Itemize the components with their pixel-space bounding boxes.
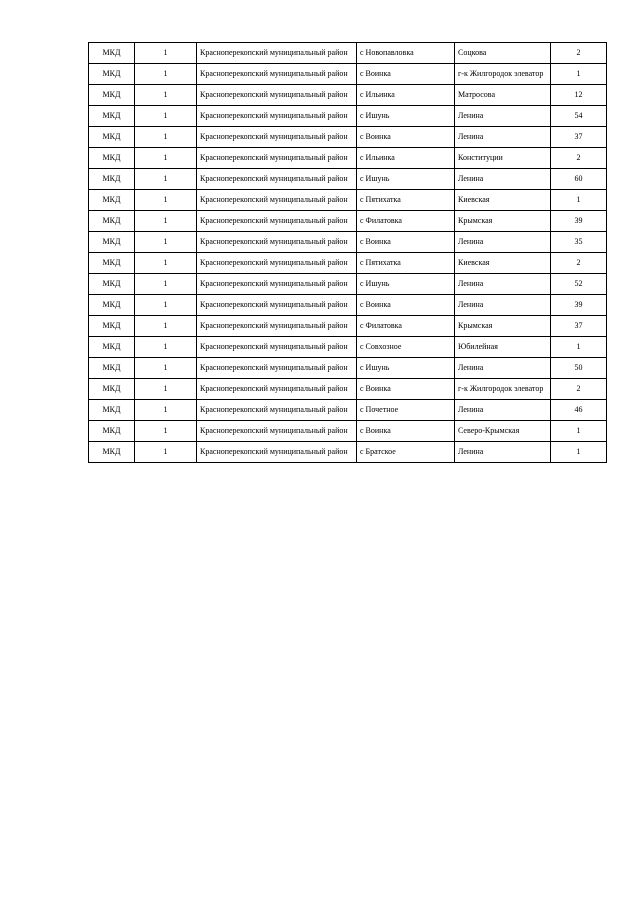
street-cell: Ленина (455, 274, 551, 295)
count-cell: 1 (135, 337, 197, 358)
table-row (89, 379, 607, 400)
table-row (89, 43, 607, 64)
settlement-cell: с Воинка (357, 64, 455, 85)
count-cell: 1 (135, 169, 197, 190)
street-cell: Ленина (455, 358, 551, 379)
district-cell: Красноперекопский муниципальный район (197, 421, 357, 442)
street-cell: Ленина (455, 295, 551, 316)
house-number-cell: 39 (551, 295, 607, 316)
object-type-cell: МКД (89, 421, 135, 442)
count-cell: 1 (135, 64, 197, 85)
object-type-cell: МКД (89, 232, 135, 253)
settlement-cell: с Совхозное (357, 337, 455, 358)
house-number-cell: 54 (551, 106, 607, 127)
district-cell: Красноперекопский муниципальный район (197, 43, 357, 64)
count-cell: 1 (135, 358, 197, 379)
settlement-cell: с Ишунь (357, 274, 455, 295)
object-type-cell: МКД (89, 379, 135, 400)
table-row (89, 253, 607, 274)
house-number-cell: 52 (551, 274, 607, 295)
count-cell: 1 (135, 148, 197, 169)
street-cell: Ленина (455, 106, 551, 127)
count-cell: 1 (135, 400, 197, 421)
count-cell: 1 (135, 295, 197, 316)
street-cell: Киевская (455, 253, 551, 274)
street-cell: Ленина (455, 169, 551, 190)
house-number-cell: 12 (551, 85, 607, 106)
street-cell: Ленина (455, 127, 551, 148)
settlement-cell: с Воинка (357, 295, 455, 316)
house-number-cell: 1 (551, 337, 607, 358)
table-row (89, 106, 607, 127)
settlement-cell: с Новопавловка (357, 43, 455, 64)
street-cell: Крымская (455, 211, 551, 232)
count-cell: 1 (135, 43, 197, 64)
street-cell: Ленина (455, 232, 551, 253)
count-cell: 1 (135, 253, 197, 274)
object-type-cell: МКД (89, 274, 135, 295)
object-type-cell: МКД (89, 442, 135, 463)
table-row (89, 169, 607, 190)
settlement-cell: с Ильинка (357, 85, 455, 106)
count-cell: 1 (135, 274, 197, 295)
settlement-cell: с Филатовка (357, 211, 455, 232)
district-cell: Красноперекопский муниципальный район (197, 400, 357, 421)
table-row (89, 337, 607, 358)
object-type-cell: МКД (89, 43, 135, 64)
district-cell: Красноперекопский муниципальный район (197, 85, 357, 106)
settlement-cell: с Воинка (357, 232, 455, 253)
table-row (89, 295, 607, 316)
object-type-cell: МКД (89, 64, 135, 85)
object-type-cell: МКД (89, 316, 135, 337)
house-number-cell: 2 (551, 148, 607, 169)
district-cell: Красноперекопский муниципальный район (197, 190, 357, 211)
house-number-cell: 1 (551, 190, 607, 211)
house-number-cell: 1 (551, 64, 607, 85)
street-cell: г-к Жилгородок элеватор (455, 64, 551, 85)
house-number-cell: 2 (551, 253, 607, 274)
object-type-cell: МКД (89, 190, 135, 211)
settlement-cell: с Воинка (357, 421, 455, 442)
table-row (89, 232, 607, 253)
house-number-cell: 1 (551, 442, 607, 463)
district-cell: Красноперекопский муниципальный район (197, 148, 357, 169)
street-cell: Ленина (455, 442, 551, 463)
settlement-cell: с Воинка (357, 127, 455, 148)
district-cell: Красноперекопский муниципальный район (197, 232, 357, 253)
table-row (89, 400, 607, 421)
settlement-cell: с Пятихатка (357, 253, 455, 274)
house-number-cell: 39 (551, 211, 607, 232)
count-cell: 1 (135, 379, 197, 400)
count-cell: 1 (135, 421, 197, 442)
house-number-cell: 37 (551, 316, 607, 337)
settlement-cell: с Пятихатка (357, 190, 455, 211)
street-cell: Юбилейная (455, 337, 551, 358)
district-cell: Красноперекопский муниципальный район (197, 274, 357, 295)
object-type-cell: МКД (89, 148, 135, 169)
district-cell: Красноперекопский муниципальный район (197, 442, 357, 463)
table-row (89, 127, 607, 148)
registry-table-body (89, 43, 607, 463)
district-cell: Красноперекопский муниципальный район (197, 295, 357, 316)
street-cell: Матросова (455, 85, 551, 106)
count-cell: 1 (135, 316, 197, 337)
house-number-cell: 2 (551, 379, 607, 400)
house-number-cell: 2 (551, 43, 607, 64)
district-cell: Красноперекопский муниципальный район (197, 127, 357, 148)
street-cell: Конституции (455, 148, 551, 169)
house-number-cell: 46 (551, 400, 607, 421)
object-type-cell: МКД (89, 337, 135, 358)
object-type-cell: МКД (89, 358, 135, 379)
table-row (89, 421, 607, 442)
district-cell: Красноперекопский муниципальный район (197, 106, 357, 127)
table-row (89, 442, 607, 463)
settlement-cell: с Ильинка (357, 148, 455, 169)
table-row (89, 211, 607, 232)
house-number-cell: 60 (551, 169, 607, 190)
settlement-cell: с Ишунь (357, 106, 455, 127)
settlement-cell: с Филатовка (357, 316, 455, 337)
street-cell: Киевская (455, 190, 551, 211)
street-cell: Соцкова (455, 43, 551, 64)
registry-table (88, 42, 607, 463)
district-cell: Красноперекопский муниципальный район (197, 379, 357, 400)
object-type-cell: МКД (89, 169, 135, 190)
settlement-cell: с Почетное (357, 400, 455, 421)
street-cell: Северо-Крымская (455, 421, 551, 442)
table-row (89, 358, 607, 379)
district-cell: Красноперекопский муниципальный район (197, 169, 357, 190)
house-number-cell: 35 (551, 232, 607, 253)
count-cell: 1 (135, 127, 197, 148)
table-row (89, 274, 607, 295)
district-cell: Красноперекопский муниципальный район (197, 64, 357, 85)
district-cell: Красноперекопский муниципальный район (197, 253, 357, 274)
object-type-cell: МКД (89, 253, 135, 274)
object-type-cell: МКД (89, 85, 135, 106)
object-type-cell: МКД (89, 211, 135, 232)
settlement-cell: с Братское (357, 442, 455, 463)
district-cell: Красноперекопский муниципальный район (197, 358, 357, 379)
district-cell: Красноперекопский муниципальный район (197, 211, 357, 232)
count-cell: 1 (135, 190, 197, 211)
table-row (89, 64, 607, 85)
object-type-cell: МКД (89, 400, 135, 421)
settlement-cell: с Воинка (357, 379, 455, 400)
house-number-cell: 37 (551, 127, 607, 148)
count-cell: 1 (135, 232, 197, 253)
table-row (89, 190, 607, 211)
table-row (89, 316, 607, 337)
object-type-cell: МКД (89, 127, 135, 148)
house-number-cell: 1 (551, 421, 607, 442)
count-cell: 1 (135, 211, 197, 232)
count-cell: 1 (135, 442, 197, 463)
table-row (89, 148, 607, 169)
count-cell: 1 (135, 85, 197, 106)
table-row (89, 85, 607, 106)
count-cell: 1 (135, 106, 197, 127)
district-cell: Красноперекопский муниципальный район (197, 337, 357, 358)
object-type-cell: МКД (89, 295, 135, 316)
street-cell: Крымская (455, 316, 551, 337)
object-type-cell: МКД (89, 106, 135, 127)
district-cell: Красноперекопский муниципальный район (197, 316, 357, 337)
settlement-cell: с Ишунь (357, 358, 455, 379)
settlement-cell: с Ишунь (357, 169, 455, 190)
street-cell: Ленина (455, 400, 551, 421)
house-number-cell: 50 (551, 358, 607, 379)
street-cell: г-к Жилгородок элеватор (455, 379, 551, 400)
